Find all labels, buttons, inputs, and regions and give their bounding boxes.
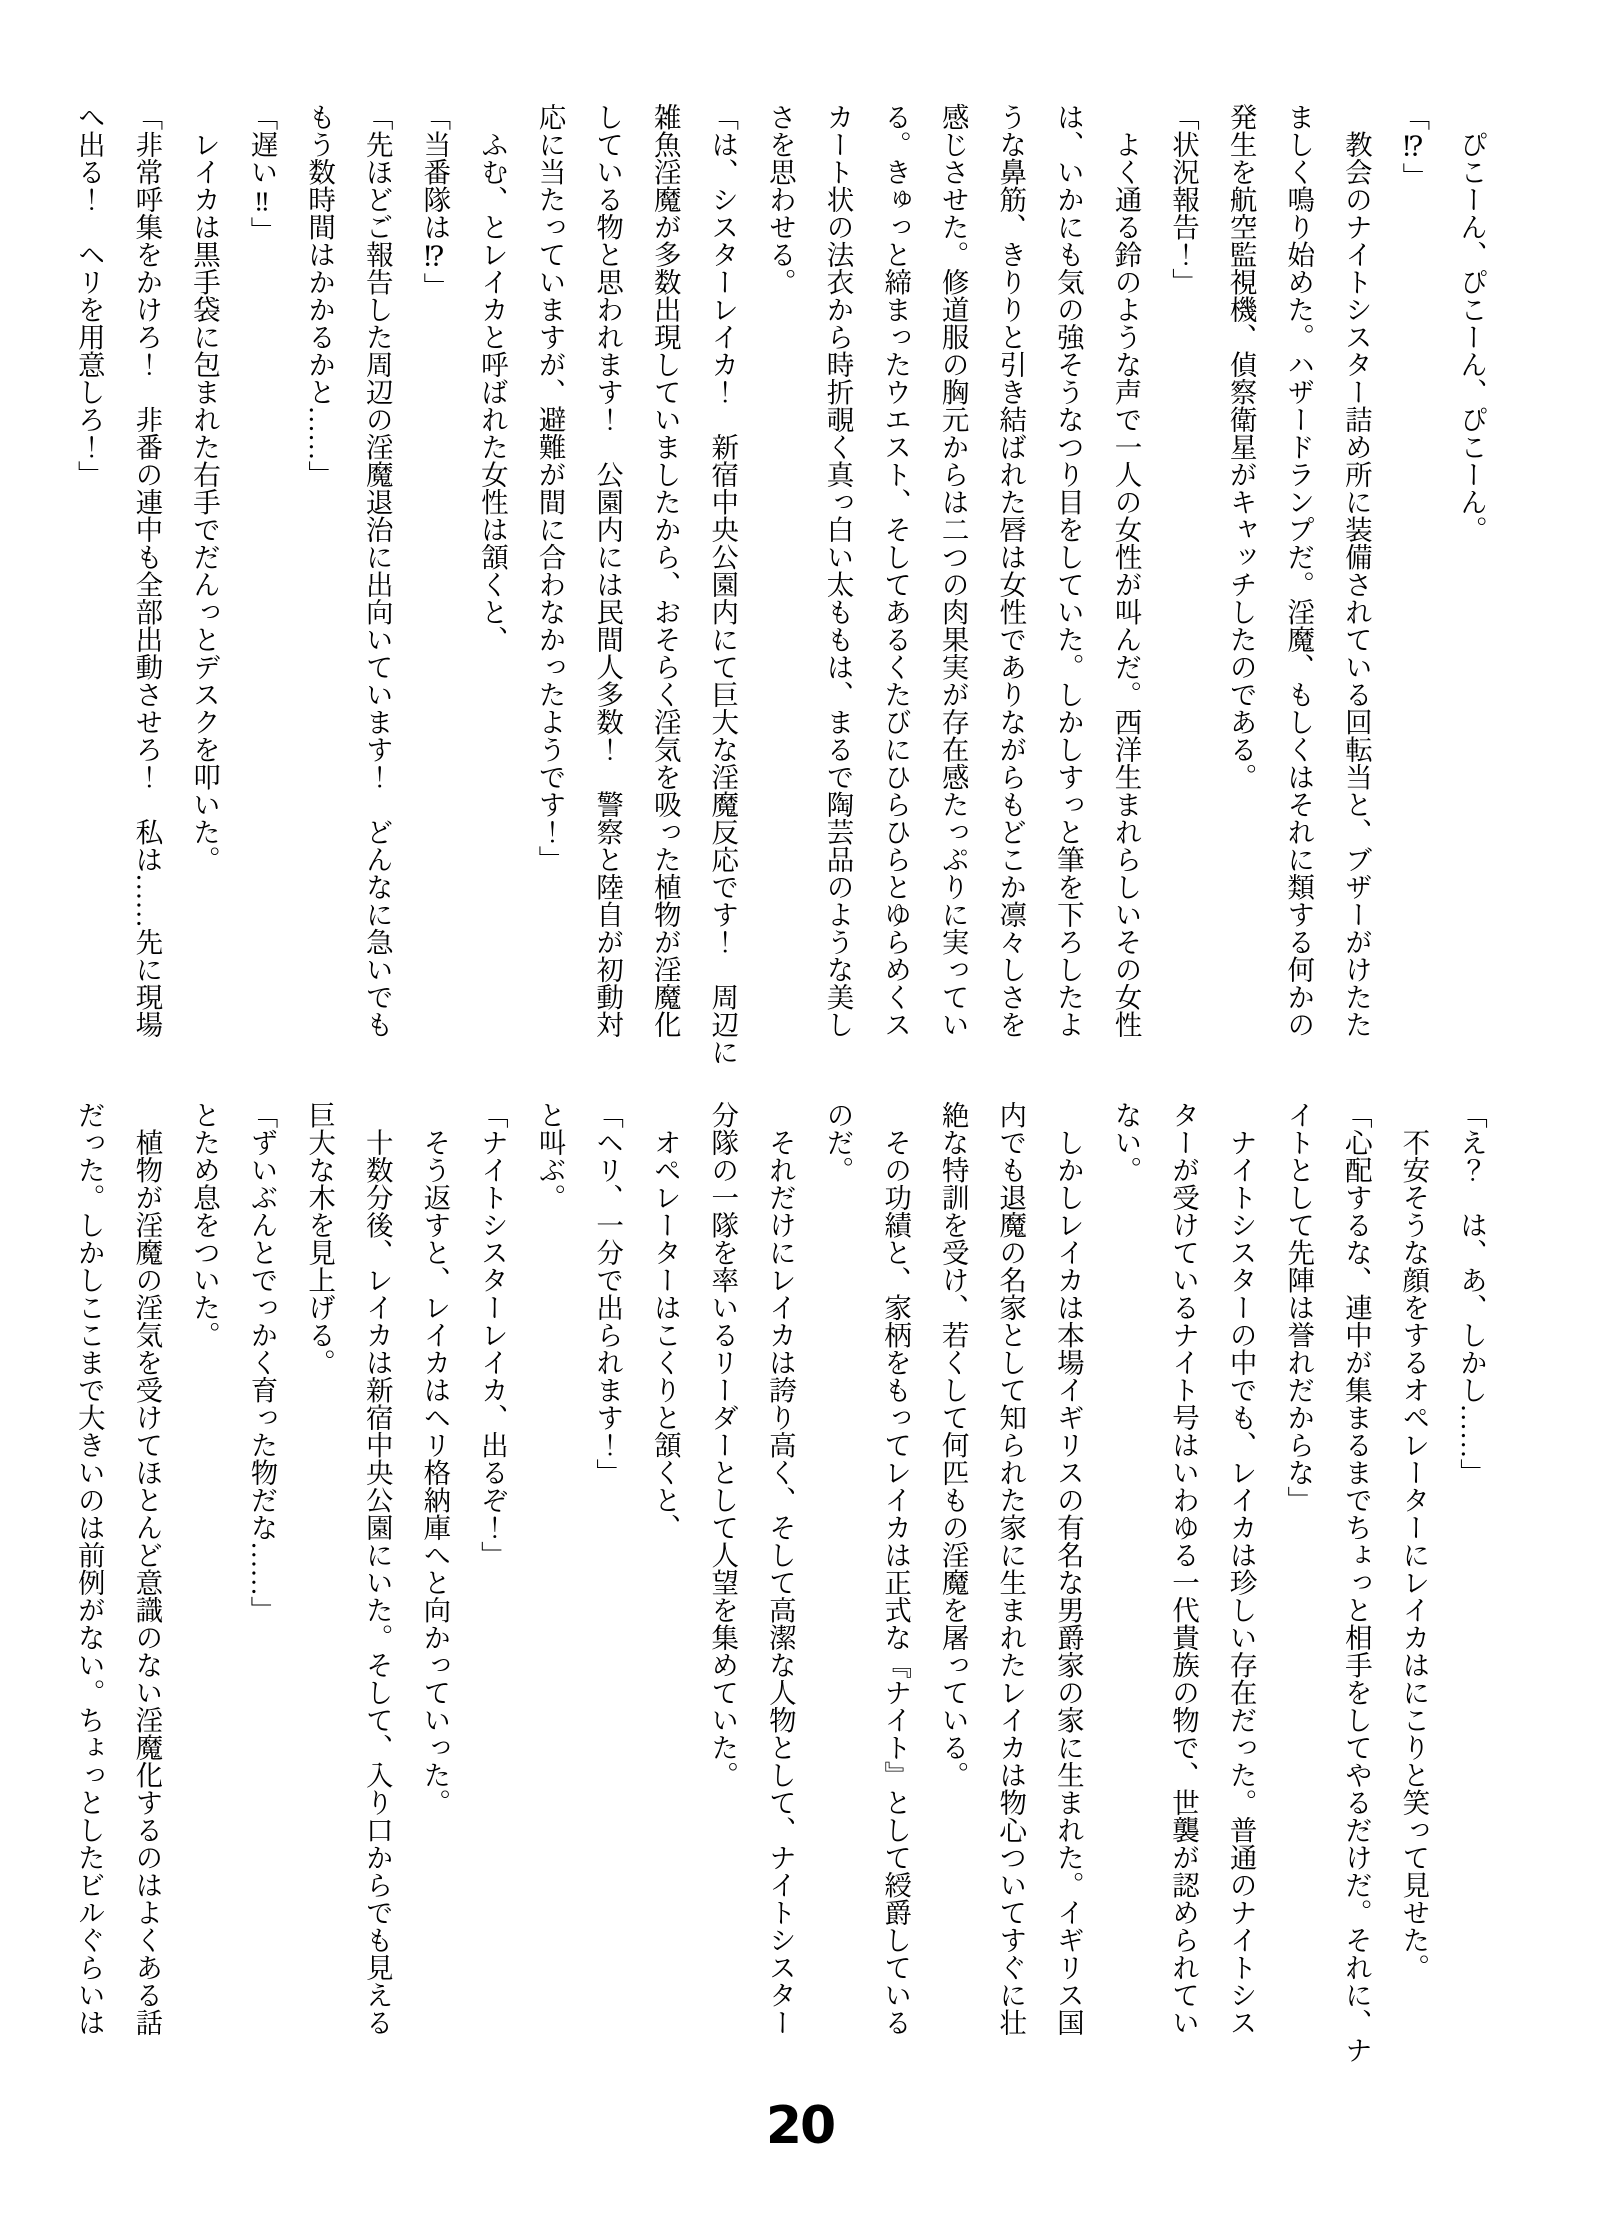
- text-line: のだ。: [822, 1101, 854, 1184]
- text-line: 絶な特訓を受け、若くして何匹もの淫魔を屠っている。: [937, 1101, 969, 1789]
- text-line: レイカは黒手袋に包まれた右手でだんっとデスクを叩いた。: [188, 103, 220, 873]
- text-line: 「先ほどご報告した周辺の淫魔退治に出向いています！ どんなに急いでも: [361, 103, 393, 1038]
- text-line: 不安そうな顔をするオペレーターにレイカはにこりと笑って見せた。: [1398, 1101, 1430, 1981]
- page-number: 20: [765, 2096, 835, 2156]
- text-line: イトとして先陣は誉れだからな」: [1283, 1101, 1315, 1514]
- text-line: 「非常呼集をかけろ！ 非番の連中も全部出動させろ！ 私は……先に現場: [131, 103, 163, 1038]
- text-line: 「当番隊は⁉」: [419, 103, 451, 300]
- text-line: している物と思われます！ 公園内には民間人多数！ 警察と陸自が初動対: [592, 103, 624, 1038]
- text-line: もう数時間はかかるかと……」: [304, 103, 336, 488]
- text-line: さを思わせる。: [764, 103, 796, 296]
- text-line: 発生を航空監視機、偵察衛星がキャッチしたのである。: [1225, 103, 1257, 791]
- text-line: ない。: [1110, 1101, 1142, 1184]
- text-line: 分隊の一隊を率いるリーダーとして人望を集めていた。: [707, 1101, 739, 1789]
- text-line: カート状の法衣から時折覗く真っ白い太ももは、まるで陶芸品のような美し: [822, 103, 854, 1038]
- text-line: ターが受けているナイト号はいわゆる一代貴族の物で、世襲が認められてい: [1168, 1101, 1200, 2036]
- text-line: 「は、シスターレイカ！ 新宿中央公園内にて巨大な淫魔反応です！ 周辺に: [707, 103, 739, 1066]
- text-line: うな鼻筋、きりりと引き結ばれた唇は女性でありながらもどこか凛々しさを: [995, 103, 1027, 1038]
- text-line: 巨大な木を見上げる。: [304, 1101, 336, 1376]
- text-line: そう返すと、レイカはヘリ格納庫へと向かっていった。: [419, 1101, 451, 1816]
- text-line: 応に当たっていますが、避難が間に合わなかったようです！」: [534, 103, 566, 873]
- text-line: は、いかにも気の強そうなつり目をしていた。しかしすっと筆を下ろしたよ: [1052, 103, 1084, 1038]
- text-line: 内でも退魔の名家として知られた家に生まれたレイカは物心ついてすぐに壮: [995, 1101, 1027, 2036]
- text-line: しかしレイカは本場イギリスの有名な男爵家の家に生まれた。イギリス国: [1052, 1101, 1084, 2036]
- text-line: る。きゅっと締まったウエスト、そしてあるくたびにひらひらとゆらめくス: [880, 103, 912, 1038]
- text-line: ふむ、とレイカと呼ばれた女性は頷くと、: [476, 103, 508, 653]
- text-line: と叫ぶ。: [534, 1101, 566, 1211]
- text-line: 教会のナイトシスター詰め所に装備されている回転当と、ブザーがけたた: [1340, 103, 1372, 1038]
- text-line: よく通る鈴のような声で一人の女性が叫んだ。西洋生まれらしいその女性: [1110, 103, 1142, 1038]
- text-line: へ出る！ ヘリを用意しろ！」: [73, 103, 105, 488]
- text-line: 感じさせた。修道服の胸元からは二つの肉果実が存在感たっぷりに実ってい: [937, 103, 969, 1038]
- text-line: 「ずいぶんとでっかく育った物だな……」: [246, 1101, 278, 1624]
- text-line: 「遅い‼」: [246, 103, 278, 244]
- text-line: 「心配するな、連中が集まるまでちょっと相手をしてやるだけだ。それに、ナ: [1340, 1101, 1372, 2064]
- text-line: ましく鳴り始めた。ハザードランプだ。淫魔、もしくはそれに類する何かの: [1283, 103, 1315, 1038]
- text-line: 「え？ は、あ、しかし……」: [1456, 1101, 1487, 1486]
- text-line: 「⁉」: [1398, 103, 1430, 190]
- text-band-bottom: [60, 1101, 1500, 2076]
- text-line: だった。しかしここまで大きいのは前例がない。ちょっとしたビルぐらいは: [73, 1101, 105, 2036]
- text-line: 十数分後、レイカは新宿中央公園にいた。そして、入り口からでも見える: [361, 1101, 393, 2036]
- text-line: とため息をついた。: [188, 1101, 220, 1349]
- text-line: 「ヘリ、一分で出られます！」: [592, 1101, 624, 1486]
- text-band-top: [60, 103, 1500, 1078]
- text-line: ぴこーん、ぴこーん、ぴこーん。: [1456, 103, 1487, 543]
- text-line: 「状況報告！」: [1168, 103, 1200, 296]
- text-line: 「ナイトシスターレイカ、出るぞ！」: [476, 1101, 508, 1569]
- text-line: それだけにレイカは誇り高く、そして高潔な人物として、ナイトシスター: [764, 1101, 796, 2036]
- text-line: オペレーターはこくりと頷くと、: [649, 1101, 681, 1541]
- text-line: ナイトシスターの中でも、レイカは珍しい存在だった。普通のナイトシス: [1225, 1101, 1257, 2036]
- text-line: その功績と、家柄をもってレイカは正式な『ナイト』として綬爵している: [880, 1101, 912, 2036]
- text-line: 植物が淫魔の淫気を受けてほとんど意識のない淫魔化するのはよくある話: [131, 1101, 163, 2036]
- text-line: 雑魚淫魔が多数出現していましたから、おそらく淫気を吸った植物が淫魔化: [649, 103, 681, 1038]
